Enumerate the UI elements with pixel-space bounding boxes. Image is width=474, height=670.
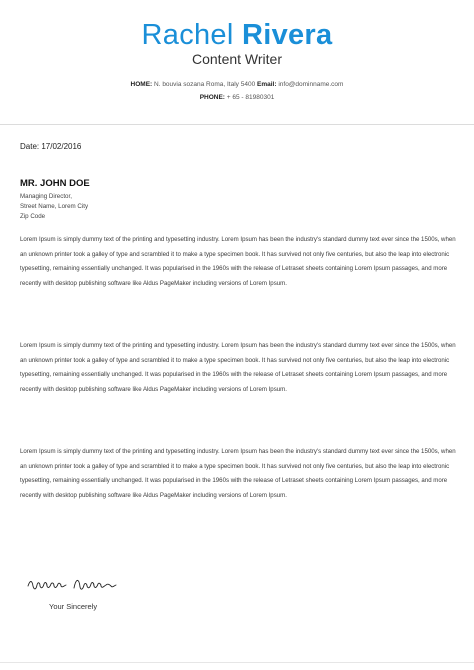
recipient-street: Street Name, Lorem City <box>20 203 89 210</box>
contact-line-home-email <box>0 80 474 89</box>
footer-divider <box>0 662 474 663</box>
first-name: Rachel <box>141 19 234 51</box>
body-paragraph-2: Lorem Ipsum is simply dummy text of the printing and typesetting industry. Lorem Ipsum has been the industry's standard dummy text ever since the 1500s, when an unknown printer took a galley of type and scrambled it to make a type specimen book. It has survived not only five centuries, but also the leap into electronic typesetting, remaining essentially unchanged. It was popularised in the 1960s with the release of Letraset sheets containing Lorem Ipsum passages, and more recently with desktop publishing software like Aldus PageMaker including versions of Lorem Ipsum. <box>20 342 456 393</box>
applicant-name <box>0 18 474 52</box>
recipient-zip: Zip Code <box>20 213 46 220</box>
letter-date: Date: 17/02/2016 <box>20 142 82 151</box>
phone-label: PHONE: <box>199 94 225 101</box>
email-label: Email: <box>257 81 277 88</box>
body-paragraph-1: Lorem Ipsum is simply dummy text of the printing and typesetting industry. Lorem Ipsum has been the industry's standard dummy text ever since the 1500s, when an unknown printer took a galley of type and scrambled it to make a type specimen book. It has survived not only five centuries, but also the leap into electronic typesetting, remaining essentially unchanged. It was popularised in the 1960s with the release of Letraset sheets containing Lorem Ipsum passages, and more recently with desktop publishing software like Aldus PageMaker including versions of Lorem Ipsum. <box>20 236 456 287</box>
email-value: info@dominname.com <box>278 81 344 88</box>
recipient-name: MR. JOHN DOE <box>20 178 90 189</box>
applicant-role: Content Writer <box>192 51 282 67</box>
last-name: Rivera <box>241 19 333 51</box>
home-label: HOME: <box>130 81 153 88</box>
phone-value: + 65 - 81980301 <box>226 94 275 101</box>
body-paragraph-3: Lorem Ipsum is simply dummy text of the printing and typesetting industry. Lorem Ipsum has been the industry's standard dummy text ever since the 1500s, when an unknown printer took a galley of type and scrambled it to make a type specimen book. It has survived not only five centuries, but also the leap into electronic typesetting, remaining essentially unchanged. It was popularised in the 1960s with the release of Letraset sheets containing Lorem Ipsum passages, and more recently with desktop publishing software like Aldus PageMaker including versions of Lorem Ipsum. <box>20 448 456 499</box>
closing-text: Your Sincerely <box>49 602 98 611</box>
recipient-title: Managing Director, <box>20 193 72 200</box>
contact-line-phone <box>0 93 474 102</box>
handwritten-signature-icon <box>26 574 136 596</box>
home-value: N. bouvia sozana Roma, Italy 5400 <box>154 81 256 88</box>
header-divider <box>0 124 474 125</box>
